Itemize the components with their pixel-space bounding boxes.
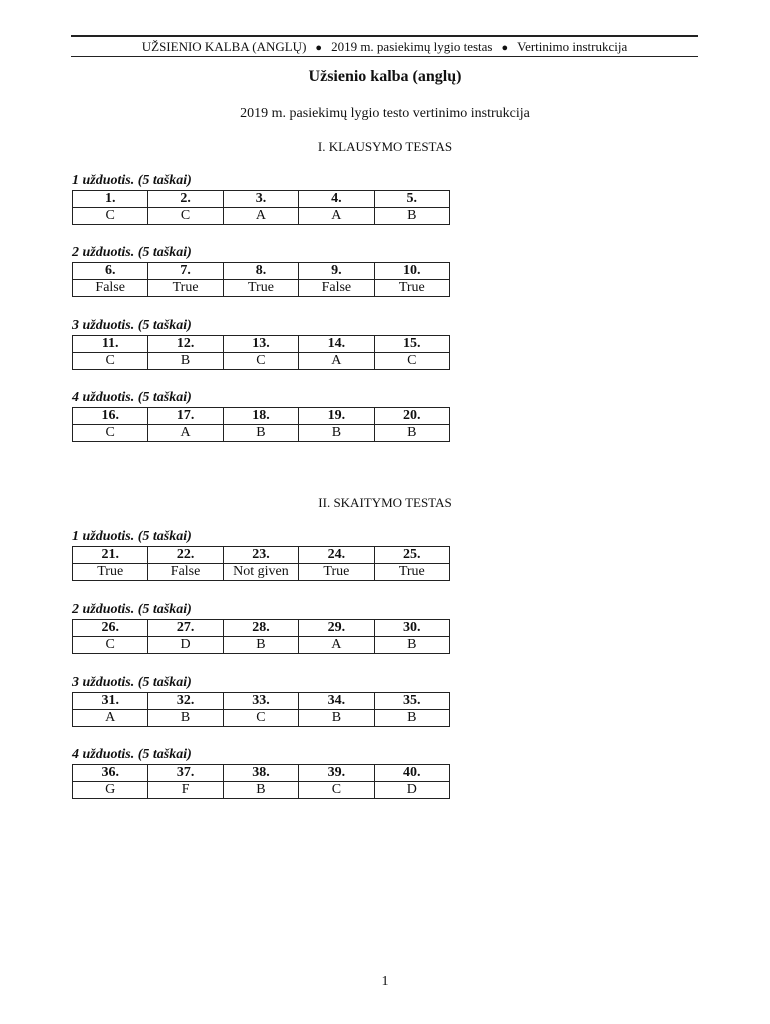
question-number: 35. <box>374 693 449 710</box>
question-number: 9. <box>299 263 374 280</box>
question-number: 27. <box>148 620 223 637</box>
question-number: 10. <box>374 263 449 280</box>
header-separator-2: ● <box>501 42 509 54</box>
question-number: 4. <box>299 191 374 208</box>
question-number: 3. <box>223 191 298 208</box>
task-block <box>72 601 450 654</box>
question-number: 11. <box>73 336 148 353</box>
answer-cell: B <box>374 208 449 225</box>
task-heading: 1 užduotis. (5 taškai) <box>72 173 192 188</box>
task-heading: 1 užduotis. (5 taškai) <box>72 529 192 544</box>
answer-cell: True <box>374 564 449 581</box>
answer-cell: C <box>73 637 148 654</box>
answer-cell: A <box>148 425 223 442</box>
question-number: 37. <box>148 765 223 782</box>
task-block <box>72 674 450 727</box>
answer-table <box>72 764 450 799</box>
document-subtitle: 2019 m. pasiekimų lygio testo vertinimo instrukcija <box>240 106 530 121</box>
question-number: 22. <box>148 547 223 564</box>
answer-cell: B <box>223 425 298 442</box>
task-heading: 4 užduotis. (5 taškai) <box>72 747 192 762</box>
question-number: 26. <box>73 620 148 637</box>
question-number: 17. <box>148 408 223 425</box>
question-number: 32. <box>148 693 223 710</box>
answer-cell: B <box>223 782 298 799</box>
answer-cell: B <box>148 353 223 370</box>
answer-table <box>72 546 450 581</box>
question-number: 29. <box>299 620 374 637</box>
task-block <box>72 528 450 581</box>
answer-cell: B <box>299 710 374 727</box>
answer-cell: B <box>374 425 449 442</box>
question-number: 8. <box>223 263 298 280</box>
question-number: 40. <box>374 765 449 782</box>
question-number: 14. <box>299 336 374 353</box>
answer-cell: C <box>223 353 298 370</box>
question-number: 38. <box>223 765 298 782</box>
answer-cell: True <box>299 564 374 581</box>
page-header <box>71 35 698 57</box>
answer-cell: False <box>148 564 223 581</box>
question-number: 31. <box>73 693 148 710</box>
page-number: 1 <box>381 974 389 989</box>
answer-table <box>72 262 450 297</box>
task-heading: 3 užduotis. (5 taškai) <box>72 318 192 333</box>
question-number: 1. <box>73 191 148 208</box>
question-number: 2. <box>148 191 223 208</box>
answer-table <box>72 619 450 654</box>
answer-cell: C <box>223 710 298 727</box>
task-block <box>72 244 450 297</box>
task-heading: 2 užduotis. (5 taškai) <box>72 245 192 260</box>
header-subject: UŽSIENIO KALBA (ANGLŲ) <box>141 39 307 54</box>
answer-cell: D <box>148 637 223 654</box>
answer-cell: A <box>223 208 298 225</box>
question-number: 21. <box>73 547 148 564</box>
question-number: 16. <box>73 408 148 425</box>
task-heading: 2 užduotis. (5 taškai) <box>72 602 192 617</box>
answer-table <box>72 407 450 442</box>
answer-cell: True <box>148 280 223 297</box>
question-number: 6. <box>73 263 148 280</box>
answer-cell: C <box>299 782 374 799</box>
answer-cell: B <box>299 425 374 442</box>
question-number: 36. <box>73 765 148 782</box>
answer-cell: B <box>148 710 223 727</box>
answer-cell: C <box>374 353 449 370</box>
question-number: 30. <box>374 620 449 637</box>
answer-cell: A <box>73 710 148 727</box>
answer-cell: False <box>299 280 374 297</box>
answer-cell: A <box>299 208 374 225</box>
question-number: 15. <box>374 336 449 353</box>
section-title-reading: II. SKAITYMO TESTAS <box>318 495 452 510</box>
task-heading: 4 užduotis. (5 taškai) <box>72 390 192 405</box>
answer-cell: B <box>374 637 449 654</box>
question-number: 28. <box>223 620 298 637</box>
question-number: 34. <box>299 693 374 710</box>
answer-cell: C <box>73 353 148 370</box>
answer-cell: F <box>148 782 223 799</box>
answer-cell: C <box>73 208 148 225</box>
answer-table <box>72 190 450 225</box>
answer-table <box>72 335 450 370</box>
answer-cell: G <box>73 782 148 799</box>
task-block <box>72 746 450 799</box>
header-separator-1: ● <box>315 42 323 54</box>
answer-cell: C <box>73 425 148 442</box>
answer-cell: D <box>374 782 449 799</box>
document-title: Užsienio kalba (anglų) <box>308 68 462 85</box>
header-test: 2019 m. pasiekimų lygio testas <box>331 39 493 54</box>
task-heading: 3 užduotis. (5 taškai) <box>72 675 192 690</box>
question-number: 7. <box>148 263 223 280</box>
answer-cell: False <box>73 280 148 297</box>
question-number: 13. <box>223 336 298 353</box>
section-title-listening: I. KLAUSYMO TESTAS <box>317 139 453 154</box>
answer-cell: C <box>148 208 223 225</box>
header-doc-type: Vertinimo instrukcija <box>517 39 628 54</box>
question-number: 18. <box>223 408 298 425</box>
question-number: 19. <box>299 408 374 425</box>
question-number: 33. <box>223 693 298 710</box>
answer-table <box>72 692 450 727</box>
answer-cell: A <box>299 637 374 654</box>
task-block <box>72 317 450 370</box>
task-block <box>72 389 450 442</box>
answer-cell: True <box>73 564 148 581</box>
question-number: 39. <box>299 765 374 782</box>
question-number: 24. <box>299 547 374 564</box>
question-number: 23. <box>223 547 298 564</box>
task-block <box>72 172 450 225</box>
answer-cell: True <box>374 280 449 297</box>
answer-cell: Not given <box>223 564 298 581</box>
answer-cell: B <box>374 710 449 727</box>
question-number: 5. <box>374 191 449 208</box>
answer-cell: A <box>299 353 374 370</box>
question-number: 20. <box>374 408 449 425</box>
answer-cell: B <box>223 637 298 654</box>
answer-cell: True <box>223 280 298 297</box>
question-number: 12. <box>148 336 223 353</box>
question-number: 25. <box>374 547 449 564</box>
